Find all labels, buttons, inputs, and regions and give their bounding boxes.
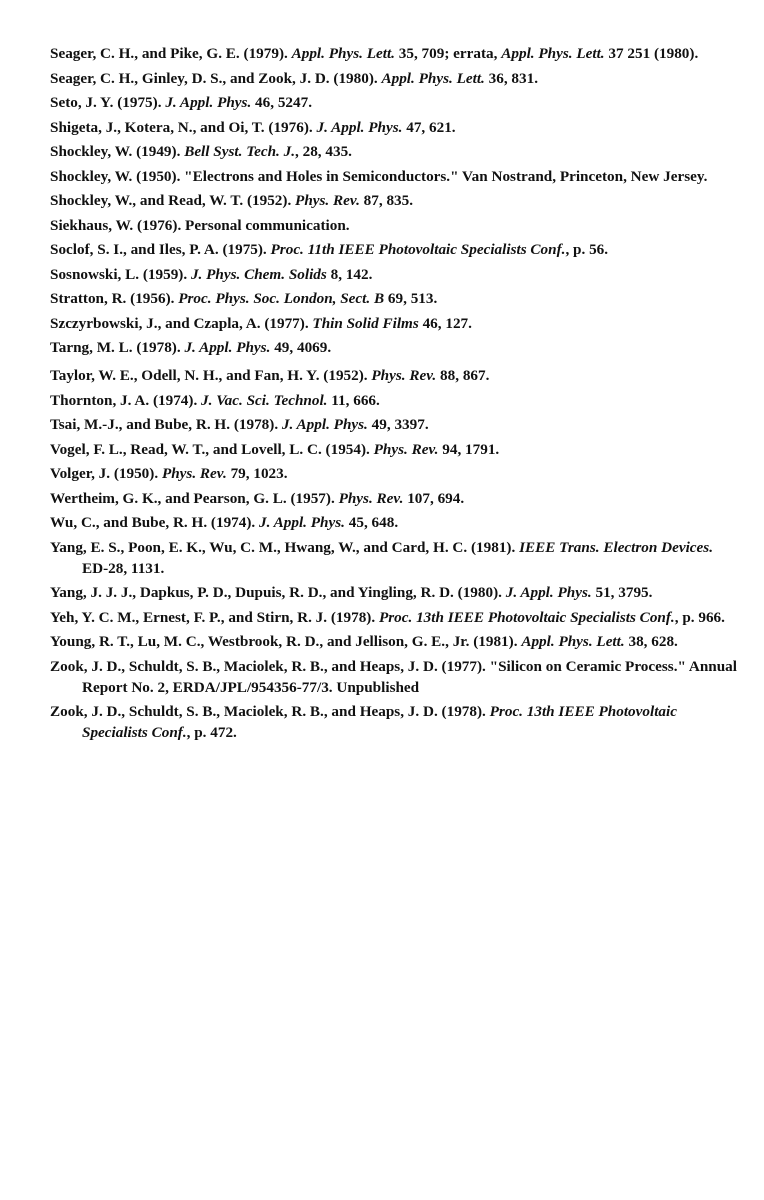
reference-text: Yang, J. J. J., Dapkus, P. D., Dupuis, R. D., and Yingling, R. D. (1980). — [50, 584, 506, 601]
reference-text: Yang, E. S., Poon, E. K., Wu, C. M., Hwang, W., and Card, H. C. (1981). — [50, 538, 520, 556]
reference-text: Vogel, F. L., Read, W. T., and Lovell, L. C. (1954). — [50, 440, 374, 458]
reference-entry — [50, 701, 742, 743]
reference-text: Shigeta, J., Kotera, N., and Oi, T. (1976). — [50, 118, 317, 136]
journal-title: Phys. Rev. — [373, 440, 439, 458]
reference-entry — [50, 439, 742, 460]
reference-volume: 51, 3795. — [591, 584, 653, 601]
reference-entry — [50, 264, 742, 285]
journal-title: Proc. 11th IEEE Photovoltaic Specialists Conf. — [270, 241, 566, 258]
journal-title: Proc. 13th IEEE Photovoltaic Specialists Conf. — [378, 608, 675, 626]
reference-text: Tarng, M. L. (1978). — [50, 339, 185, 356]
reference-text: Young, R. T., Lu, M. C., Westbrook, R. D., and Jellison, G. E., Jr. (1981). — [50, 633, 522, 650]
reference-volume: 69, 513. — [384, 290, 438, 307]
reference-volume: 45, 648. — [344, 514, 399, 531]
reference-volume: ED-28, 1131. — [82, 559, 165, 577]
reference-entry — [50, 68, 742, 89]
reference-volume: 35, 709; errata, — [394, 45, 502, 62]
reference-text: Wu, C., and Bube, R. H. (1974). — [50, 514, 260, 531]
reference-entry — [50, 537, 742, 579]
reference-volume: 79, 1023. — [226, 465, 288, 482]
reference-volume: , 28, 435. — [295, 143, 352, 160]
reference-entry — [50, 365, 742, 386]
journal-title: Appl. Phys. Lett. — [521, 633, 625, 650]
reference-text: Taylor, W. E., Odell, N. H., and Fan, H. Y. (1952). — [50, 367, 372, 384]
reference-text: Sosnowski, L. (1959). — [50, 265, 191, 283]
journal-title: Phys. Rev. — [295, 192, 360, 209]
reference-volume: 11, 666. — [327, 391, 380, 409]
journal-title: Appl. Phys. Lett. — [501, 45, 605, 62]
reference-volume: 46, 127. — [418, 314, 472, 332]
reference-text: Shockley, W. (1950). "Electrons and Holes in Semiconductors." Van Nostrand, Princeton, New Jersey. — [50, 167, 708, 185]
journal-title: Phys. Rev. — [371, 367, 437, 384]
reference-text: Tsai, M.-J., and Bube, R. H. (1978). — [50, 416, 282, 433]
journal-title: J. Appl. Phys. — [259, 514, 345, 531]
journal-title: J. Appl. Phys. — [281, 416, 368, 433]
journal-title: Appl. Phys. Lett. — [381, 69, 485, 87]
reference-text: Seto, J. Y. (1975). — [50, 94, 166, 111]
journal-title: J. Appl. Phys. — [184, 339, 271, 356]
reference-entry — [50, 117, 742, 138]
reference-entry — [50, 463, 742, 484]
reference-entry — [50, 631, 742, 652]
reference-volume: 38, 628. — [624, 633, 678, 650]
reference-entry — [50, 607, 742, 628]
reference-entry — [50, 488, 742, 509]
reference-volume: 37 251 (1980). — [604, 45, 699, 62]
journal-title: J. Appl. Phys. — [505, 584, 592, 601]
reference-entry — [50, 43, 742, 64]
journal-title: J. Phys. Chem. Solids — [190, 265, 327, 283]
reference-volume: 8, 142. — [326, 265, 373, 283]
reference-entry — [50, 190, 742, 211]
reference-text: Szczyrbowski, J., and Czapla, A. (1977). — [50, 314, 313, 332]
journal-title: Appl. Phys. Lett. — [291, 45, 395, 62]
reference-entry — [50, 337, 742, 358]
reference-entry — [50, 512, 742, 533]
journal-title: Phys. Rev. — [161, 465, 227, 482]
reference-text: Siekhaus, W. (1976). Personal communication. — [50, 216, 350, 234]
reference-list — [50, 43, 742, 747]
reference-volume: 47, 621. — [402, 118, 456, 136]
journal-title: Proc. 13th IEEE Photovoltaic Specialists Conf. — [82, 703, 677, 741]
reference-text: Seager, C. H., Ginley, D. S., and Zook, J. D. (1980). — [50, 69, 382, 87]
journal-title: IEEE Trans. Electron Devices. — [519, 538, 714, 556]
reference-entry — [50, 92, 742, 113]
reference-entry — [50, 390, 742, 411]
reference-entry — [50, 288, 742, 309]
reference-entry — [50, 656, 742, 698]
reference-entry — [50, 215, 742, 236]
reference-entry — [50, 313, 742, 334]
reference-volume: 107, 694. — [403, 489, 465, 507]
reference-entry — [50, 582, 742, 603]
reference-text: Seager, C. H., and Pike, G. E. (1979). — [50, 45, 292, 62]
journal-title: J. Appl. Phys. — [316, 118, 403, 136]
reference-text: Shockley, W., and Read, W. T. (1952). — [50, 192, 296, 209]
reference-volume: 49, 3397. — [367, 416, 429, 433]
reference-volume: , p. 472. — [186, 724, 237, 741]
reference-volume: , p. 966. — [674, 608, 725, 626]
reference-text: Yeh, Y. C. M., Ernest, F. P., and Stirn, R. J. (1978). — [50, 608, 379, 626]
journal-title: Thin Solid Films — [312, 314, 419, 332]
reference-text: Zook, J. D., Schuldt, S. B., Maciolek, R. B., and Heaps, J. D. (1977). "Silicon on Ceramic Process." Annual Report No. 2, ERDA/JPL/954356-77/3. Unpublished — [50, 657, 737, 696]
reference-volume: 94, 1791. — [438, 440, 500, 458]
reference-volume: 46, 5247. — [251, 94, 312, 111]
reference-volume: 88, 867. — [436, 367, 490, 384]
reference-volume: 87, 835. — [359, 192, 414, 209]
reference-text: Stratton, R. (1956). — [50, 290, 179, 307]
reference-text: Shockley, W. (1949). — [50, 143, 185, 160]
reference-text: Wertheim, G. K., and Pearson, G. L. (1957). — [50, 489, 339, 507]
reference-entry — [50, 166, 742, 187]
reference-entry — [50, 141, 742, 162]
journal-title: Proc. Phys. Soc. London, Sect. B — [178, 290, 385, 307]
reference-volume: 36, 831. — [484, 69, 538, 87]
journal-title: Phys. Rev. — [338, 489, 404, 507]
reference-text: Volger, J. (1950). — [50, 465, 162, 482]
reference-volume: , p. 56. — [565, 241, 609, 258]
journal-title: Bell Syst. Tech. J. — [184, 143, 296, 160]
reference-entry — [50, 414, 742, 435]
reference-entry — [50, 239, 742, 260]
reference-text: Soclof, S. I., and Iles, P. A. (1975). — [50, 241, 271, 258]
reference-text: Zook, J. D., Schuldt, S. B., Maciolek, R. B., and Heaps, J. D. (1978). — [50, 703, 490, 720]
reference-volume: 49, 4069. — [270, 339, 332, 356]
reference-text: Thornton, J. A. (1974). — [50, 391, 202, 409]
journal-title: J. Vac. Sci. Technol. — [201, 391, 328, 409]
journal-title: J. Appl. Phys. — [165, 94, 252, 111]
